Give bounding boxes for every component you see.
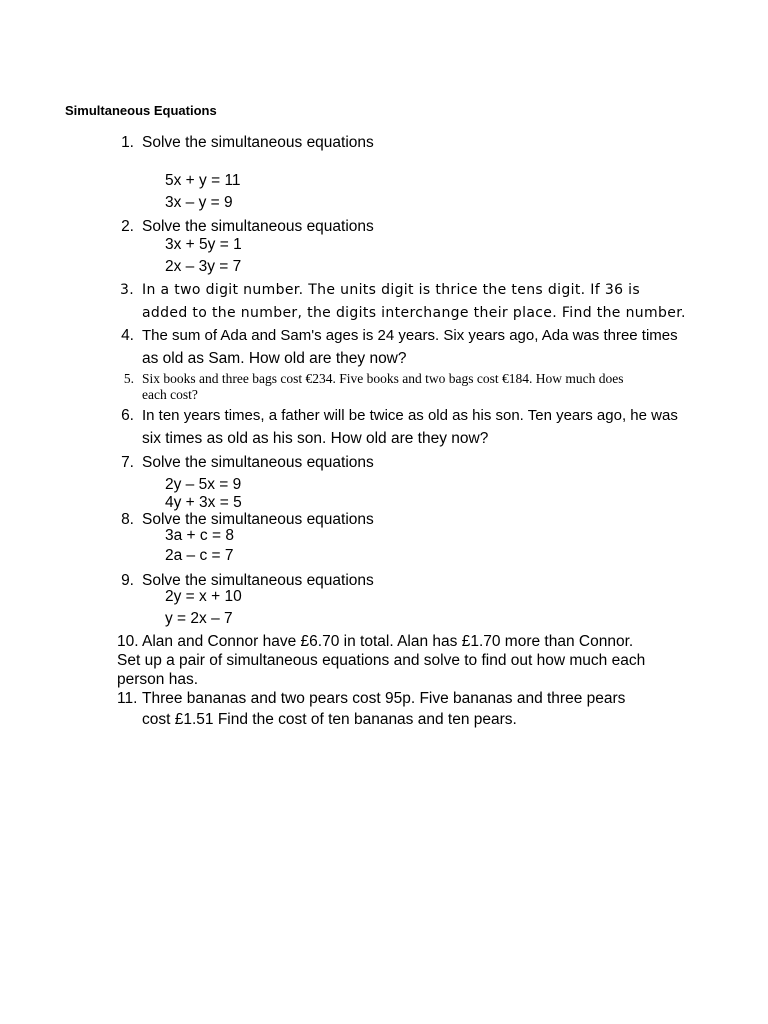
question-text: Solve the simultaneous equations — [142, 134, 374, 151]
question-number: 11. — [117, 690, 138, 707]
question-number: 9. — [121, 572, 134, 589]
question-text: Alan and Connor have £6.70 in total. Alan has £1.70 more than Connor. — [142, 633, 634, 650]
equation: 2x – 3y = 7 — [165, 258, 242, 275]
equation: y = 2x – 7 — [165, 610, 233, 627]
equation: 3x + 5y = 1 — [165, 236, 242, 253]
question-number: 3. — [119, 282, 134, 298]
question-text: Solve the simultaneous equations — [142, 572, 374, 589]
question-text: each cost? — [142, 387, 198, 402]
question-text: Six books and three bags cost €234. Five books and two bags cost €184. How much does — [142, 371, 624, 386]
question-text: as old as Sam. How old are they now? — [142, 350, 407, 367]
question-text: six times as old as his son. How old are they now? — [142, 430, 489, 447]
question-text: Solve the simultaneous equations — [142, 511, 374, 528]
question-text: Set up a pair of simultaneous equations and solve to find out how much each — [117, 652, 646, 669]
equation: 3a + c = 8 — [165, 527, 234, 544]
question-text: Three bananas and two pears cost 95p. Five bananas and three pears — [142, 690, 626, 707]
equation: 3x – y = 9 — [165, 194, 233, 211]
question-text: added to the number, the digits interchange their place. Find the number. — [142, 305, 686, 321]
equation: 2y = x + 10 — [165, 588, 242, 605]
question-text: Solve the simultaneous equations — [142, 454, 374, 471]
question-number: 4. — [121, 327, 134, 344]
question-number: 5. — [123, 371, 134, 386]
question-text: cost £1.51 Find the cost of ten bananas and ten pears. — [142, 711, 517, 728]
equation: 4y + 3x = 5 — [165, 494, 242, 511]
question-number: 7. — [121, 454, 134, 471]
question-number: 6. — [121, 407, 134, 424]
question-text: person has. — [117, 671, 198, 688]
question-text: In a two digit number. The units digit is thrice the tens digit. If 36 is — [142, 282, 641, 298]
question-text: The sum of Ada and Sam's ages is 24 years. Six years ago, Ada was three times — [142, 327, 678, 344]
question-text: Solve the simultaneous equations — [142, 218, 374, 235]
question-number: 10. — [117, 633, 139, 650]
equation: 2a – c = 7 — [165, 547, 234, 564]
equation: 5x + y = 11 — [165, 172, 241, 189]
page-title: Simultaneous Equations — [65, 103, 217, 118]
question-number: 2. — [121, 218, 134, 235]
question-text: In ten years times, a father will be twice as old as his son. Ten years ago, he was — [142, 407, 678, 424]
equation: 2y – 5x = 9 — [165, 476, 242, 493]
question-number: 1. — [121, 134, 134, 151]
question-number: 8. — [121, 511, 134, 528]
